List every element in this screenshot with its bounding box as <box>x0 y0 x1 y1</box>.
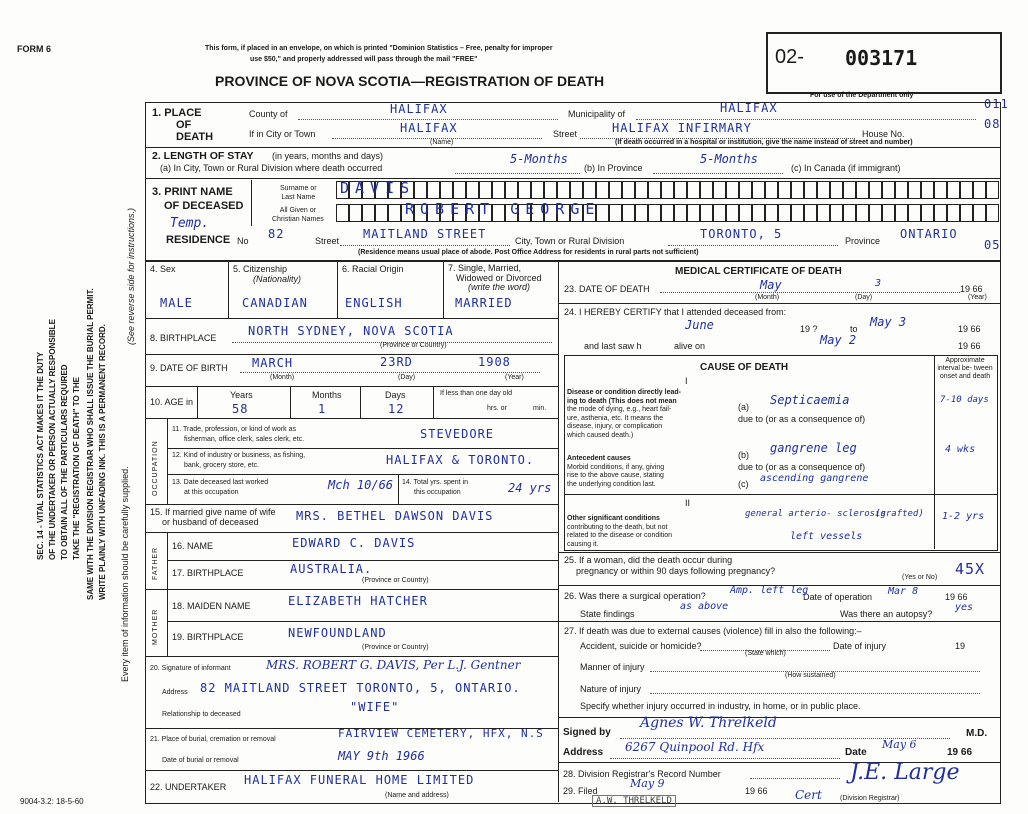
residence-code: 05 <box>984 238 1001 252</box>
findings-value: as above <box>680 601 729 612</box>
industry-value: HALIFAX & TORONTO. <box>386 453 535 467</box>
letter-box <box>375 204 388 222</box>
last-saw-year: 19 66 <box>958 341 981 351</box>
marital-label-1: 7. Single, Married, <box>448 263 522 273</box>
signed-by-label: Signed by <box>563 727 611 738</box>
injury-place-label: Specify whether injury occurred in industry, in home, or in public place. <box>580 701 861 711</box>
racial-origin-value: ENGLISH <box>345 296 403 310</box>
death-day-label: (Day) <box>855 294 873 301</box>
letter-box <box>635 181 648 199</box>
attended-to-label: to <box>850 324 858 334</box>
letter-box <box>804 181 817 199</box>
stay-province-label: (b) In Province <box>584 163 643 173</box>
death-month-label: (Month) <box>755 294 780 301</box>
form-number: FORM 6 <box>17 44 52 54</box>
other-conditions-label-3: related to the disease or condition <box>567 532 673 539</box>
letter-box <box>726 204 739 222</box>
years-spent-label-1: 14. Total yrs. spent in <box>402 479 469 486</box>
cause-b-interval: 4 wks <box>945 444 976 455</box>
last-worked-label-2: at this occupation <box>184 489 239 496</box>
last-worked-label-1: 13. Date deceased last worked <box>172 479 269 486</box>
racial-origin-label: 6. Racial Origin <box>342 264 404 274</box>
certificate-date-label: Date <box>845 747 867 758</box>
stay-canada-label: (c) In Canada (if immigrant) <box>791 163 901 173</box>
letter-box <box>622 181 635 199</box>
undertaker-sub: (Name and address) <box>385 792 449 799</box>
informant-label: 20. Signature of informant <box>150 665 231 672</box>
filed-year: 19 66 <box>745 786 768 796</box>
residence-province-value: ONTARIO <box>900 227 958 241</box>
letter-box <box>609 181 622 199</box>
external-causes-label: 27. If death was due to external causes (violence) fill in also the following:– <box>564 626 862 636</box>
other-condition-3: left vessels <box>790 531 863 542</box>
antecedent-label-4: the underlying condition last. <box>567 480 656 488</box>
given-names-label-2: Christian Names <box>272 216 324 223</box>
condition-label-1: Disease or condition directly lead- <box>567 389 681 396</box>
letter-box <box>895 204 908 222</box>
form-print-code: 9004-3.2: 18-5-60 <box>20 797 84 806</box>
condition-label-5: disease, injury, or complication <box>567 423 663 430</box>
dob-month-label: (Month) <box>270 374 295 381</box>
other-condition-2: (grafted) <box>875 509 924 519</box>
letter-box <box>713 181 726 199</box>
industry-label-2: bank, grocery store, etc. <box>184 462 260 469</box>
age-months-label: Months <box>312 390 342 400</box>
surname-value: DAVIS <box>340 179 416 197</box>
burial-date-value: MAY 9th 1966 <box>338 749 425 763</box>
county-label: County of <box>249 109 288 119</box>
alive-on-label: alive on <box>674 341 706 351</box>
father-name-label: 16. NAME <box>172 541 214 551</box>
cause-a-interval: 7-10 days <box>940 395 989 405</box>
antecedent-label-3: rise to the above cause, stating <box>567 472 664 479</box>
letter-box <box>661 204 674 222</box>
marital-label-2: Widowed or Divorced <box>456 272 542 283</box>
spouse-value: MRS. BETHEL DAWSON DAVIS <box>296 509 494 523</box>
letter-box <box>570 181 583 199</box>
letter-box <box>492 181 505 199</box>
residence-street-value: MAITLAND STREET <box>363 227 487 241</box>
side-note-4: TAKE THE "REGISTRATION OF DEATH" TO THE <box>72 377 81 560</box>
date-of-death-day: 3 <box>875 278 882 289</box>
letter-box <box>479 181 492 199</box>
registration-number: 003171 <box>845 46 918 70</box>
sex-label: 4. Sex <box>150 264 176 274</box>
letter-box <box>583 181 596 199</box>
letter-box <box>674 204 687 222</box>
letter-box <box>687 204 700 222</box>
certificate-year: 19 66 <box>947 747 973 758</box>
print-name-label-1: 3. PRINT NAME <box>152 186 233 198</box>
letter-box <box>596 181 609 199</box>
side-note-3: TO OBTAIN ALL OF THE PARTICULARS REQUIRED <box>60 364 69 560</box>
letter-box <box>609 204 622 222</box>
age-days-value: 12 <box>388 402 405 416</box>
father-birthplace-label: 17. BIRTHPLACE <box>172 568 244 578</box>
injury-date-label: Date of injury <box>833 641 887 651</box>
side-note-2: OF THE UNDERTAKER OR PERSON ACTUALLY RESPONSIBLE <box>48 319 57 560</box>
letter-box <box>622 204 635 222</box>
mother-maiden-value: ELIZABETH HATCHER <box>288 594 428 608</box>
autopsy-label: Was there an autopsy? <box>840 609 933 619</box>
given-names-label-1: All Given or <box>279 207 316 214</box>
operation-date-value: Mar 8 <box>888 586 919 597</box>
physician-address-label: Address <box>563 747 604 758</box>
undertaker-label: 22. UNDERTAKER <box>150 782 227 792</box>
last-worked-value: Mch 10/66 <box>328 478 394 492</box>
pregnancy-label-2: pregnancy or within 90 days following pregnancy? <box>576 566 776 576</box>
industry-label-1: 12. Kind of industry or business, as fishing, <box>172 452 306 459</box>
other-conditions-label-4: causing it. <box>567 540 599 548</box>
letter-box <box>986 204 999 222</box>
age-years-label: Years <box>230 390 253 400</box>
attended-to-year: 19 66 <box>958 324 981 334</box>
condition-label-4: ure, asthenia, etc. It means the <box>567 414 664 422</box>
letter-box <box>947 204 960 222</box>
letter-box <box>843 181 856 199</box>
occupation-side-label: OCCUPATION <box>152 440 159 496</box>
letter-box <box>817 181 830 199</box>
informant-address-value: 82 MAITLAND STREET TORONTO, 5, ONTARIO. <box>200 681 521 695</box>
letter-box <box>726 181 739 199</box>
side-note-6: WRITE PLAINLY WITH UNFADING INK. THIS IS A PERMANENT RECORD. <box>98 324 107 600</box>
letter-box <box>414 181 427 199</box>
accident-label: Accident, suicide or homicide? <box>580 641 702 651</box>
place-of-death-label-3: DEATH <box>176 131 214 143</box>
birthplace-label: 8. BIRTHPLACE <box>150 333 217 343</box>
residence-temp-note: Temp. <box>170 216 210 231</box>
date-of-death-label: 23. DATE OF DEATH <box>564 284 650 294</box>
mother-birthplace-label: 19. BIRTHPLACE <box>172 632 244 642</box>
filed-date: May 9 <box>630 777 665 790</box>
dob-month: MARCH <box>252 356 294 370</box>
residence-city-value: TORONTO, 5 <box>700 227 783 241</box>
letter-box <box>804 204 817 222</box>
residence-street-label: Street <box>315 236 340 246</box>
letter-box <box>882 181 895 199</box>
letter-box <box>921 204 934 222</box>
residence-province-label: Province <box>845 236 881 246</box>
date-of-death-year: 19 66 <box>960 284 983 294</box>
burial-date-label: Date of burial or removal <box>162 757 239 764</box>
surname-label-2: Last Name <box>281 194 316 201</box>
side-note-1: SEC. 14 - VITAL STATISTICS ACT MAKES IT THE DUTY <box>36 351 45 560</box>
city-value: HALIFAX <box>400 121 458 135</box>
age-years-value: 58 <box>232 402 249 416</box>
mail-notice-1: This form, if placed in an envelope, on which is printed "Dominion Statistics – Free, penalty for improper <box>205 45 553 52</box>
place-of-death-label-2: OF <box>176 119 192 131</box>
manner-label: Manner of injury <box>580 662 645 672</box>
mother-maiden-label: 18. MAIDEN NAME <box>172 601 251 611</box>
sex-value: MALE <box>160 296 193 310</box>
findings-label: State findings <box>580 609 635 619</box>
trade-label-2: fisherman, office clerk, sales clerk, etc. <box>184 436 305 443</box>
trade-label-1: 11. Trade, profession, or kind of work as <box>172 426 296 433</box>
print-name-label-2: OF DECEASED <box>164 200 244 212</box>
due-to-b-label: due to (or as a consequence of) <box>738 462 866 472</box>
marital-value: MARRIED <box>455 296 513 310</box>
physician-address-value: 6267 Quinpool Rd. Hfx <box>625 740 765 754</box>
city-label: If in City or Town <box>249 129 316 139</box>
surgery-label: 26. Was there a surgical operation? <box>564 591 706 601</box>
letter-box <box>557 181 570 199</box>
how-sustained-label: (How sustained) <box>785 672 836 679</box>
attended-to: May 3 <box>870 315 907 329</box>
letter-box <box>674 181 687 199</box>
spouse-label-1: 15. If married give name of wife <box>150 507 276 517</box>
place-of-death-label-1: 1. PLACE <box>152 107 202 119</box>
cause-b-value: gangrene leg <box>770 441 857 455</box>
md-label: M.D. <box>966 728 988 739</box>
operation-year: 19 66 <box>945 592 968 602</box>
citizenship-label: 5. Citizenship <box>233 264 288 274</box>
letter-box <box>765 181 778 199</box>
letter-box <box>531 181 544 199</box>
letter-box <box>661 181 674 199</box>
letter-box <box>973 204 986 222</box>
father-side-label: FATHER <box>152 546 159 580</box>
certificate-date-value: May 6 <box>882 738 917 751</box>
municipality-value: HALIFAX <box>720 101 778 115</box>
informant-address-label: Address <box>162 689 188 696</box>
cause-a-value: Septicaemia <box>770 393 850 407</box>
letter-box <box>934 181 947 199</box>
father-birthplace-value: AUSTRALIA. <box>290 562 373 576</box>
mother-birthplace-value: NEWFOUNDLAND <box>288 626 387 640</box>
letter-box <box>700 181 713 199</box>
street-label: Street <box>553 129 578 139</box>
father-birthplace-sub: (Province or Country) <box>362 577 429 584</box>
father-name-value: EDWARD C. DAVIS <box>292 536 416 550</box>
letter-box <box>856 181 869 199</box>
last-saw-date: May 2 <box>820 333 857 347</box>
cause-of-death-title: CAUSE OF DEATH <box>700 362 789 373</box>
letter-box <box>453 181 466 199</box>
relationship-label: Relationship to deceased <box>162 711 241 718</box>
letter-box <box>869 181 882 199</box>
years-spent-label-2: this occupation <box>414 489 461 496</box>
hospital-note: (If death occurred in a hospital or institution, give the name instead of street and number) <box>615 139 913 146</box>
letter-box <box>921 181 934 199</box>
letter-box <box>960 204 973 222</box>
condition-label-3: the mode of dying, e.g., heart fail- <box>567 406 672 413</box>
last-saw-label: and last saw h <box>584 341 642 351</box>
other-condition-interval: 1-2 yrs <box>942 511 985 522</box>
mother-birthplace-sub: (Province or Country) <box>362 644 429 651</box>
age-less-than-day-label: If less than one day old <box>440 390 512 397</box>
letter-box <box>752 181 765 199</box>
date-of-death-month: May <box>760 278 782 292</box>
dob-day: 23RD <box>380 355 413 369</box>
death-year-label: (Year) <box>968 294 987 301</box>
birthplace-value: NORTH SYDNEY, NOVA SCOTIA <box>248 324 454 338</box>
letter-box <box>778 204 791 222</box>
length-of-stay-sub: (in years, months and days) <box>272 151 384 161</box>
relationship-value: "WIFE" <box>350 700 400 714</box>
letter-box <box>908 181 921 199</box>
condition-label-2: ing to death (This does not mean <box>567 397 677 405</box>
letter-box <box>648 204 661 222</box>
operation-date-label: Date of operation <box>803 592 873 602</box>
nature-label: Nature of injury <box>580 684 642 694</box>
letter-box <box>856 204 869 222</box>
cause-c-value: ascending gangrene <box>760 473 869 484</box>
other-conditions-label-1: Other significant conditions <box>567 515 660 522</box>
letter-box <box>908 204 921 222</box>
antecedent-label-1: Antecedent causes <box>567 455 631 462</box>
letter-box <box>934 204 947 222</box>
age-label: 10. AGE in <box>150 397 194 407</box>
letter-box <box>765 204 778 222</box>
letter-box <box>973 181 986 199</box>
years-spent-value: 24 yrs <box>508 481 552 495</box>
dob-day-label: (Day) <box>398 374 416 381</box>
attended-label: 24. I HEREBY CERTIFY that I attended deceased from: <box>564 307 787 317</box>
age-hours-label: hrs. or <box>487 405 507 412</box>
dob-year: 1908 <box>478 355 511 369</box>
surgery-value: Amp. left leg <box>730 585 809 596</box>
letter-box <box>752 204 765 222</box>
street-value: HALIFAX INFIRMARY <box>612 121 752 135</box>
letter-box <box>687 181 700 199</box>
state-which-label: (State which) <box>745 650 786 657</box>
letter-box <box>362 204 375 222</box>
letter-box <box>739 204 752 222</box>
letter-box <box>440 181 453 199</box>
undertaker-value: HALIFAX FUNERAL HOME LIMITED <box>244 773 475 787</box>
attended-from: June <box>685 318 714 332</box>
given-names-value: ROBERT GEORGE <box>405 200 601 218</box>
letter-box <box>882 204 895 222</box>
registration-prefix: 02- <box>775 46 804 68</box>
approx-interval-label: Approximate interval be- tween onset and death <box>937 357 993 380</box>
letter-box <box>830 204 843 222</box>
attended-from-year: 19 ? <box>800 324 818 334</box>
letter-box <box>466 181 479 199</box>
medical-certificate-title: MEDICAL CERTIFICATE OF DEATH <box>675 266 842 277</box>
letter-box <box>505 181 518 199</box>
age-minutes-label: min. <box>533 405 547 412</box>
physician-name-stamp: A.W. THRELKELD <box>592 795 676 807</box>
letter-box <box>635 204 648 222</box>
mother-side-label: MOTHER <box>152 608 159 645</box>
dept-code-1: 011 <box>984 97 1009 111</box>
yes-no-label: (Yes or No) <box>902 574 938 581</box>
informant-signature: MRS. ROBERT G. DAVIS, Per L.J. Gentner <box>266 658 521 672</box>
stay-province-value: 5-Months <box>700 152 758 166</box>
residence-no-label: No <box>237 236 249 246</box>
division-registrar-label: (Division Registrar) <box>840 795 900 802</box>
physician-signature: Agnes W. Threlkeld <box>640 715 777 731</box>
cert-note: Cert <box>795 788 822 802</box>
injury-year: 19 <box>955 641 966 651</box>
dept-use-label: For use of the Department only <box>810 92 914 99</box>
cause-b-label: (b) <box>738 450 749 460</box>
mail-notice-2: use $50," and properly addressed will pass through the mail "FREE" <box>250 56 478 63</box>
due-to-a-label: due to (or as a consequence of) <box>738 414 866 424</box>
letter-box <box>739 181 752 199</box>
letter-box <box>843 204 856 222</box>
birthplace-sub: (Province or Country) <box>380 342 447 349</box>
letter-box <box>427 181 440 199</box>
side-note-5: SAME WITH THE DIVISION REGISTRAR WHO SHALL ISSUE THE BURIAL PERMIT. <box>86 288 95 600</box>
section-i-label: I <box>685 376 688 386</box>
letter-box <box>778 181 791 199</box>
age-days-label: Days <box>385 390 406 400</box>
letter-box <box>713 204 726 222</box>
letter-box <box>830 181 843 199</box>
letter-box <box>986 181 999 199</box>
filed-label: 29. Filed <box>563 786 598 796</box>
pregnancy-mark: 45X <box>955 560 986 578</box>
length-of-stay-label: 2. LENGTH OF STAY <box>152 150 254 162</box>
side-note-7: Every item of information should be carefully supplied. <box>120 466 130 682</box>
house-number-label: House No. <box>862 129 905 139</box>
letter-box <box>336 204 349 222</box>
registrar-signature: J.E. Large <box>850 760 960 785</box>
dept-code-2: 08 <box>984 117 1001 131</box>
registrar-record-label: 28. Division Registrar's Record Number <box>563 769 721 779</box>
autopsy-value: yes <box>955 602 974 613</box>
dob-label: 9. DATE OF BIRTH <box>150 363 228 373</box>
antecedent-label-2: Morbid conditions, if any, giving <box>567 463 665 471</box>
letter-box <box>791 181 804 199</box>
residence-label: RESIDENCE <box>166 234 231 246</box>
cause-a-label: (a) <box>738 402 749 412</box>
pregnancy-label-1: 25. If a woman, did the death occur during <box>564 555 733 565</box>
condition-label-6: which caused death.) <box>567 431 634 439</box>
letter-box <box>700 204 713 222</box>
cause-c-label: (c) <box>738 479 749 489</box>
citizenship-value: CANADIAN <box>242 296 308 310</box>
side-note-8: (See reverse side for instructions.) <box>126 207 136 345</box>
age-months-value: 1 <box>318 402 327 416</box>
other-condition-1: general arterio- sclerosis <box>745 509 886 519</box>
form-title: PROVINCE OF NOVA SCOTIA—REGISTRATION OF DEATH <box>215 73 605 89</box>
dob-year-label: (Year) <box>505 374 524 381</box>
spouse-label-2: or husband of deceased <box>162 517 259 527</box>
other-conditions-label-2: contributing to the death, but not <box>567 523 668 531</box>
letter-box <box>544 181 557 199</box>
trade-value: STEVEDORE <box>420 427 495 441</box>
letter-box <box>869 204 882 222</box>
citizenship-sub: (Nationality) <box>253 274 302 284</box>
letter-box <box>960 181 973 199</box>
burial-place-value: FAIRVIEW CEMETERY, HFX, N.S <box>338 727 544 740</box>
residence-city-label: City, Town or Rural Division <box>515 236 625 246</box>
letter-box <box>895 181 908 199</box>
stay-city-value: 5-Months <box>510 152 568 166</box>
letter-box <box>791 204 804 222</box>
municipality-label: Municipality of <box>568 109 626 119</box>
burial-place-label: 21. Place of burial, cremation or removal <box>150 736 276 743</box>
residence-note: (Residence means usual place of abode. Post Office Address for residents in rural parts not sufficient) <box>358 249 699 256</box>
surname-label-1: Surname or <box>280 185 317 192</box>
letter-box <box>518 181 531 199</box>
stay-city-label: (a) In City, Town or Rural Division where death occurred <box>160 163 383 173</box>
county-value: HALIFAX <box>390 102 448 116</box>
city-name-label: (Name) <box>430 139 454 146</box>
letter-box <box>349 204 362 222</box>
section-ii-label: II <box>685 498 691 508</box>
letter-box <box>947 181 960 199</box>
residence-no-value: 82 <box>268 227 285 241</box>
letter-box <box>648 181 661 199</box>
letter-box <box>388 204 401 222</box>
letter-box <box>817 204 830 222</box>
marital-label-3: (write the word) <box>468 282 531 292</box>
